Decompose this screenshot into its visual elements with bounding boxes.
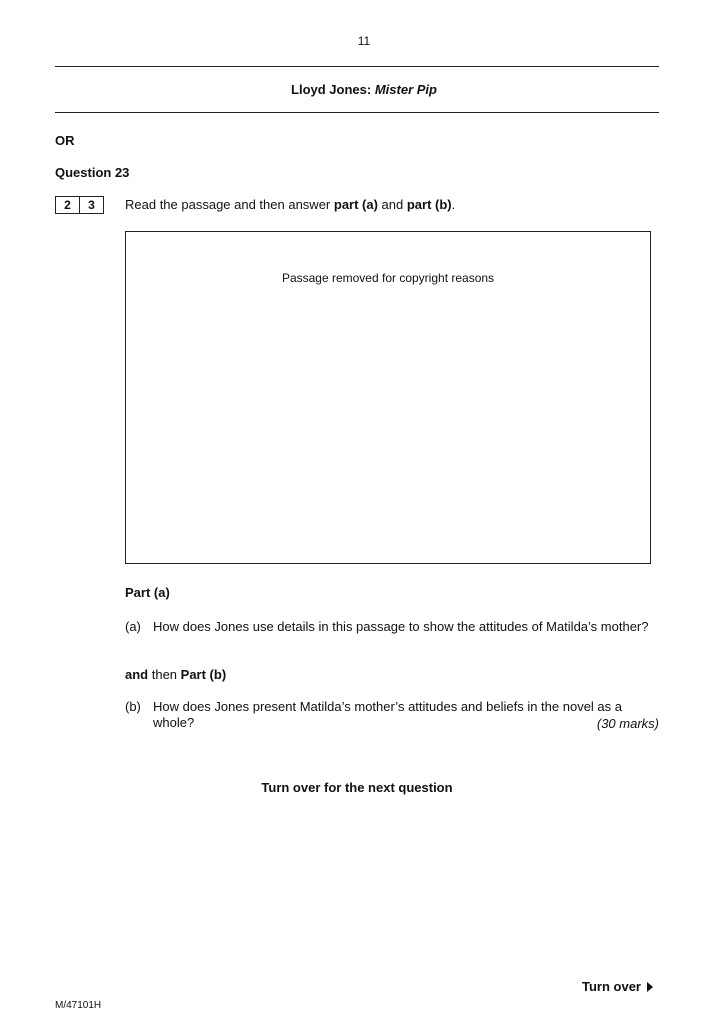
question-label: Question 23 [55, 165, 130, 180]
and-then-line [125, 667, 226, 682]
part-b-marker: (b) [125, 699, 141, 714]
turn-over [582, 979, 653, 994]
turn-over-next-question: Turn over for the next question [261, 780, 453, 795]
page-number: 11 [357, 34, 371, 48]
passage-box [125, 231, 651, 564]
instruction-middle: and [377, 197, 407, 212]
part-b-text: How does Jones present Matilda’s mother’s attitudes and beliefs in the novel as a whole? [153, 699, 622, 730]
and-then-then: then [148, 667, 181, 682]
question-number-digit-2: 3 [80, 196, 104, 214]
header-rule-top [55, 66, 659, 67]
question-number-digit-1: 2 [55, 196, 80, 214]
and-then-and: and [125, 667, 149, 682]
part-a-text: How does Jones use details in this passage to show the attitudes of Matilda’s mother? [153, 619, 649, 634]
section-title [0, 82, 728, 97]
header-rule-bottom [55, 112, 659, 113]
title-work: Mister Pip [374, 82, 437, 97]
instruction-part-b: part (b) [406, 197, 452, 212]
part-a-marker: (a) [125, 619, 141, 634]
instruction-part-a: part (a) [333, 197, 378, 212]
or-label: OR [55, 133, 75, 148]
paper-code: M/47101H [55, 1000, 102, 1011]
arrow-right-icon [647, 982, 653, 992]
instruction-prefix: Read the passage and then answer [125, 197, 334, 212]
part-a-heading: Part (a) [125, 585, 170, 600]
marks-label: (30 marks) [596, 716, 659, 731]
instruction [125, 197, 455, 212]
passage-notice: Passage removed for copyright reasons [281, 271, 495, 285]
title-author: Lloyd Jones: [291, 82, 372, 97]
turn-over-label: Turn over [582, 979, 641, 994]
and-then-part-b: Part (b) [180, 667, 227, 682]
instruction-suffix: . [451, 197, 456, 212]
question-number-boxes [55, 196, 104, 214]
